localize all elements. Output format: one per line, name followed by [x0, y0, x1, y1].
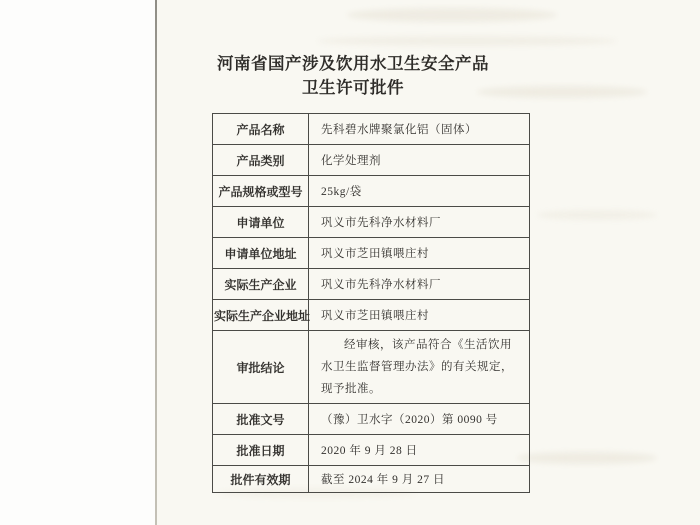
row-value: 先科碧水牌聚氯化铝（固体）: [309, 114, 530, 145]
row-value: （豫）卫水字（2020）第 0090 号: [309, 404, 530, 435]
table-row-approval-date: [213, 435, 530, 466]
row-value: 25kg/袋: [309, 176, 530, 207]
row-label: 批件有效期: [213, 466, 309, 493]
scan-noise: [347, 8, 557, 22]
row-value: 经审核，该产品符合《生活饮用水卫生监督管理办法》的有关规定，现予批准。: [309, 331, 530, 404]
table-row-validity-period: [213, 466, 530, 493]
row-label: 申请单位: [213, 207, 309, 238]
row-value: 截至 2024 年 9 月 27 日: [309, 466, 530, 493]
table-row-manufacturer: [213, 269, 530, 300]
scan-noise: [317, 36, 617, 46]
table-row-applicant-address: [213, 238, 530, 269]
row-value: 巩义市先科净水材料厂: [309, 269, 530, 300]
row-value: 巩义市芝田镇喂庄村: [309, 238, 530, 269]
row-label: 实际生产企业: [213, 269, 309, 300]
title-line-2: 卫生许可批件: [302, 78, 404, 97]
permit-table-body: [213, 114, 530, 493]
scan-noise: [517, 452, 657, 464]
row-value: 化学处理剂: [309, 145, 530, 176]
scan-noise: [537, 210, 657, 220]
table-row-approval-conclusion: [213, 331, 530, 404]
row-label: 产品类别: [213, 145, 309, 176]
row-value: 巩义市芝田镇喂庄村: [309, 300, 530, 331]
table-row-manufacturer-address: [213, 300, 530, 331]
permit-table: [212, 113, 530, 493]
row-label: 实际生产企业地址: [213, 300, 309, 331]
table-row-product-category: [213, 145, 530, 176]
row-value: 2020 年 9 月 28 日: [309, 435, 530, 466]
row-label: 申请单位地址: [213, 238, 309, 269]
row-value: 巩义市先科净水材料厂: [309, 207, 530, 238]
scan-background: [0, 0, 155, 525]
document-title: [157, 54, 549, 97]
title-line-1: 河南省国产涉及饮用水卫生安全产品: [217, 54, 489, 73]
table-row-applicant: [213, 207, 530, 238]
row-label: 批准文号: [213, 404, 309, 435]
row-label: 审批结论: [213, 331, 309, 404]
row-label: 产品名称: [213, 114, 309, 145]
row-label: 批准日期: [213, 435, 309, 466]
table-row-product-name: [213, 114, 530, 145]
table-row-product-spec: [213, 176, 530, 207]
table-row-approval-number: [213, 404, 530, 435]
document-page: [157, 0, 700, 525]
row-label: 产品规格或型号: [213, 176, 309, 207]
